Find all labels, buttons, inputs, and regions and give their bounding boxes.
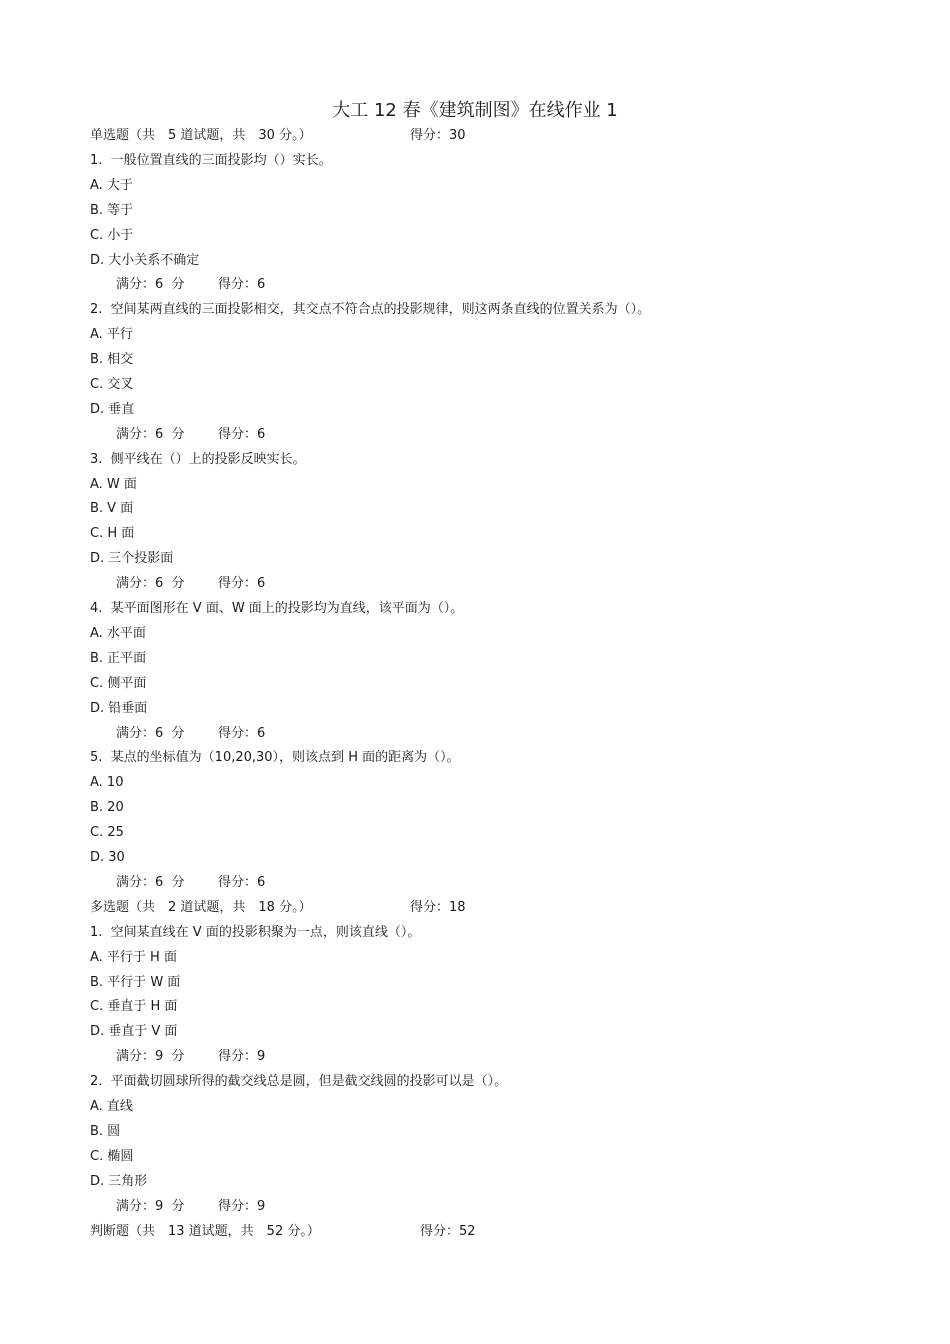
full-score: 满分：6 分	[116, 875, 185, 890]
question-stem: 2. 平面截切圆球所得的截交线总是圆，但是截交线圆的投影可以是（）。	[90, 1074, 508, 1089]
earned-score: 得分：6	[218, 427, 266, 442]
answer-option: A. 10	[90, 775, 124, 790]
answer-option: B. V 面	[90, 501, 134, 516]
question-stem: 1. 一般位置直线的三面投影均（）实长。	[90, 153, 332, 168]
full-score: 满分：6 分	[116, 576, 185, 591]
answer-option: A. 平行于 H 面	[90, 950, 177, 965]
answer-option: A. 直线	[90, 1099, 133, 1114]
answer-option: C. 25	[90, 825, 124, 840]
answer-option: D. 三角形	[90, 1174, 148, 1189]
earned-score: 得分：6	[218, 875, 266, 890]
earned-score: 得分：9	[218, 1199, 266, 1214]
answer-option: B. 20	[90, 800, 124, 815]
earned-score: 得分：9	[218, 1049, 266, 1064]
answer-option: C. 椭圆	[90, 1149, 134, 1164]
answer-option: C. 交叉	[90, 377, 134, 392]
full-score: 满分：6 分	[116, 726, 185, 741]
answer-option: D. 垂直	[90, 402, 135, 417]
answer-option: A. W 面	[90, 477, 137, 492]
answer-option: B. 平行于 W 面	[90, 975, 181, 990]
answer-option: A. 平行	[90, 327, 133, 342]
document-title: 大工 12 春《建筑制图》在线作业 1	[332, 100, 618, 121]
question-stem: 4. 某平面图形在 V 面、W 面上的投影均为直线，该平面为（）。	[90, 601, 464, 616]
full-score: 满分：6 分	[116, 277, 185, 292]
section-score: 得分：30	[410, 128, 466, 143]
section-score: 得分：52	[420, 1224, 476, 1239]
answer-option: C. 垂直于 H 面	[90, 999, 178, 1014]
answer-option: B. 圆	[90, 1124, 121, 1139]
answer-option: D. 大小关系不确定	[90, 253, 200, 268]
question-stem: 2. 空间某两直线的三面投影相交，其交点不符合点的投影规律，则这两条直线的位置关系为（）。	[90, 302, 651, 317]
answer-option: A. 大于	[90, 178, 133, 193]
earned-score: 得分：6	[218, 277, 266, 292]
earned-score: 得分：6	[218, 726, 266, 741]
full-score: 满分：9 分	[116, 1049, 185, 1064]
answer-option: C. 小于	[90, 228, 134, 243]
answer-option: C. 侧平面	[90, 676, 147, 691]
answer-option: D. 垂直于 V 面	[90, 1024, 178, 1039]
answer-option: D. 三个投影面	[90, 551, 174, 566]
answer-option: D. 铅垂面	[90, 701, 148, 716]
full-score: 满分：6 分	[116, 427, 185, 442]
answer-option: B. 正平面	[90, 651, 147, 666]
section-header: 多选题（共 2 道试题，共 18 分。）	[90, 900, 312, 915]
question-stem: 3. 侧平线在（）上的投影反映实长。	[90, 452, 306, 467]
section-score: 得分：18	[410, 900, 466, 915]
answer-option: C. H 面	[90, 526, 135, 541]
answer-option: B. 相交	[90, 352, 134, 367]
section-header: 判断题（共 13 道试题，共 52 分。）	[90, 1224, 320, 1239]
earned-score: 得分：6	[218, 576, 266, 591]
question-stem: 5. 某点的坐标值为（10,20,30），则该点到 H 面的距离为（）。	[90, 750, 460, 765]
question-stem: 1. 空间某直线在 V 面的投影积聚为一点，则该直线（）。	[90, 925, 421, 940]
full-score: 满分：9 分	[116, 1199, 185, 1214]
answer-option: B. 等于	[90, 203, 134, 218]
answer-option: D. 30	[90, 850, 125, 865]
section-header: 单选题（共 5 道试题，共 30 分。）	[90, 128, 312, 143]
answer-option: A. 水平面	[90, 626, 146, 641]
